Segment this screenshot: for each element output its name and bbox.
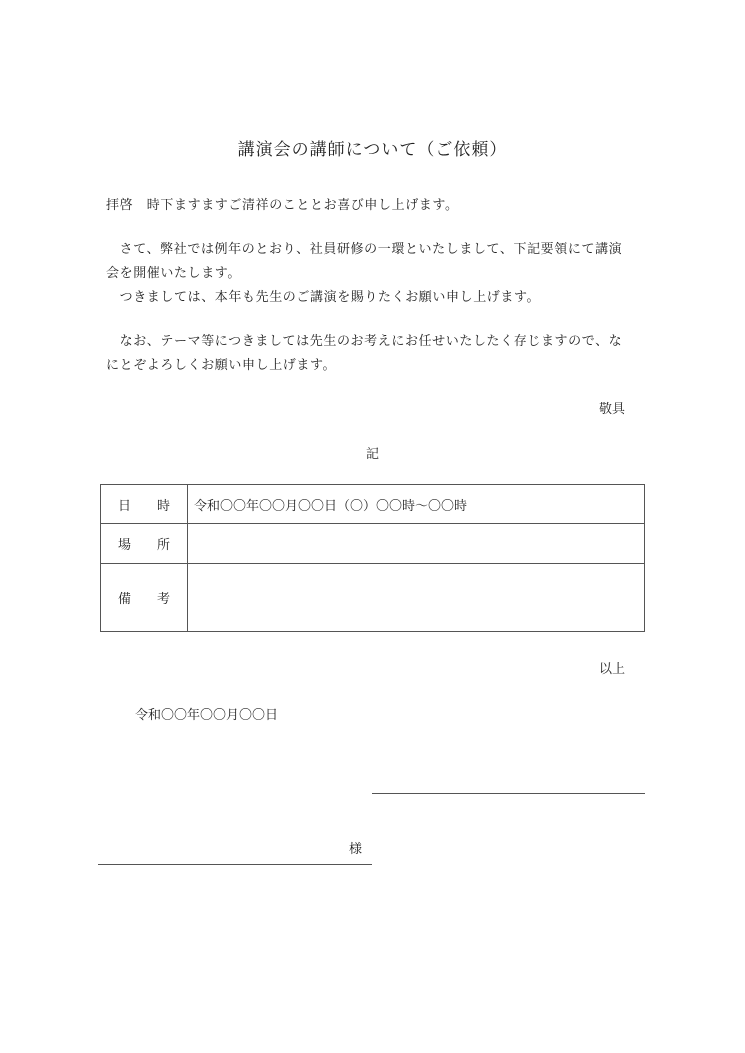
paragraph-line-2: 会を開催いたします。 bbox=[106, 266, 241, 281]
table-row-datetime bbox=[101, 485, 645, 524]
row-label: 日時 bbox=[101, 485, 188, 524]
greeting: 拝啓 時下ますますご清祥のこととお喜び申し上げます。 bbox=[106, 198, 459, 213]
sender-signature-line bbox=[372, 793, 645, 794]
paragraph-line-5: にとぞよろしくお願い申し上げます。 bbox=[106, 358, 337, 373]
document-title: 講演会の講師について（ご依頼） bbox=[237, 140, 508, 160]
row-value bbox=[188, 564, 645, 632]
date: 令和〇〇年〇〇月〇〇日 bbox=[135, 708, 279, 723]
paragraph-line-4: なお、テーマ等につきましては先生のお考えにお任せいたしたく存じますので、な bbox=[106, 334, 623, 349]
recipient-name-line bbox=[98, 864, 372, 865]
row-label: 備考 bbox=[101, 564, 188, 632]
details-table bbox=[100, 484, 645, 632]
closing-keigu: 敬具 bbox=[598, 402, 625, 417]
row-value bbox=[188, 524, 645, 564]
recipient-suffix: 様 bbox=[349, 842, 363, 857]
row-value: 令和〇〇年〇〇月〇〇日（〇）〇〇時～〇〇時 bbox=[188, 485, 645, 524]
table-row-place bbox=[101, 524, 645, 564]
paragraph-line-3: つきましては、本年も先生のご講演を賜りたくお願い申し上げます。 bbox=[106, 290, 541, 305]
row-label: 場所 bbox=[101, 524, 188, 564]
ki-heading: 記 bbox=[365, 447, 379, 462]
ijo-closing: 以上 bbox=[598, 662, 625, 677]
paragraph-line-1: さて、弊社では例年のとおり、社員研修の一環といたしまして、下記要領にて講演 bbox=[106, 242, 623, 257]
table-row-notes bbox=[101, 564, 645, 632]
